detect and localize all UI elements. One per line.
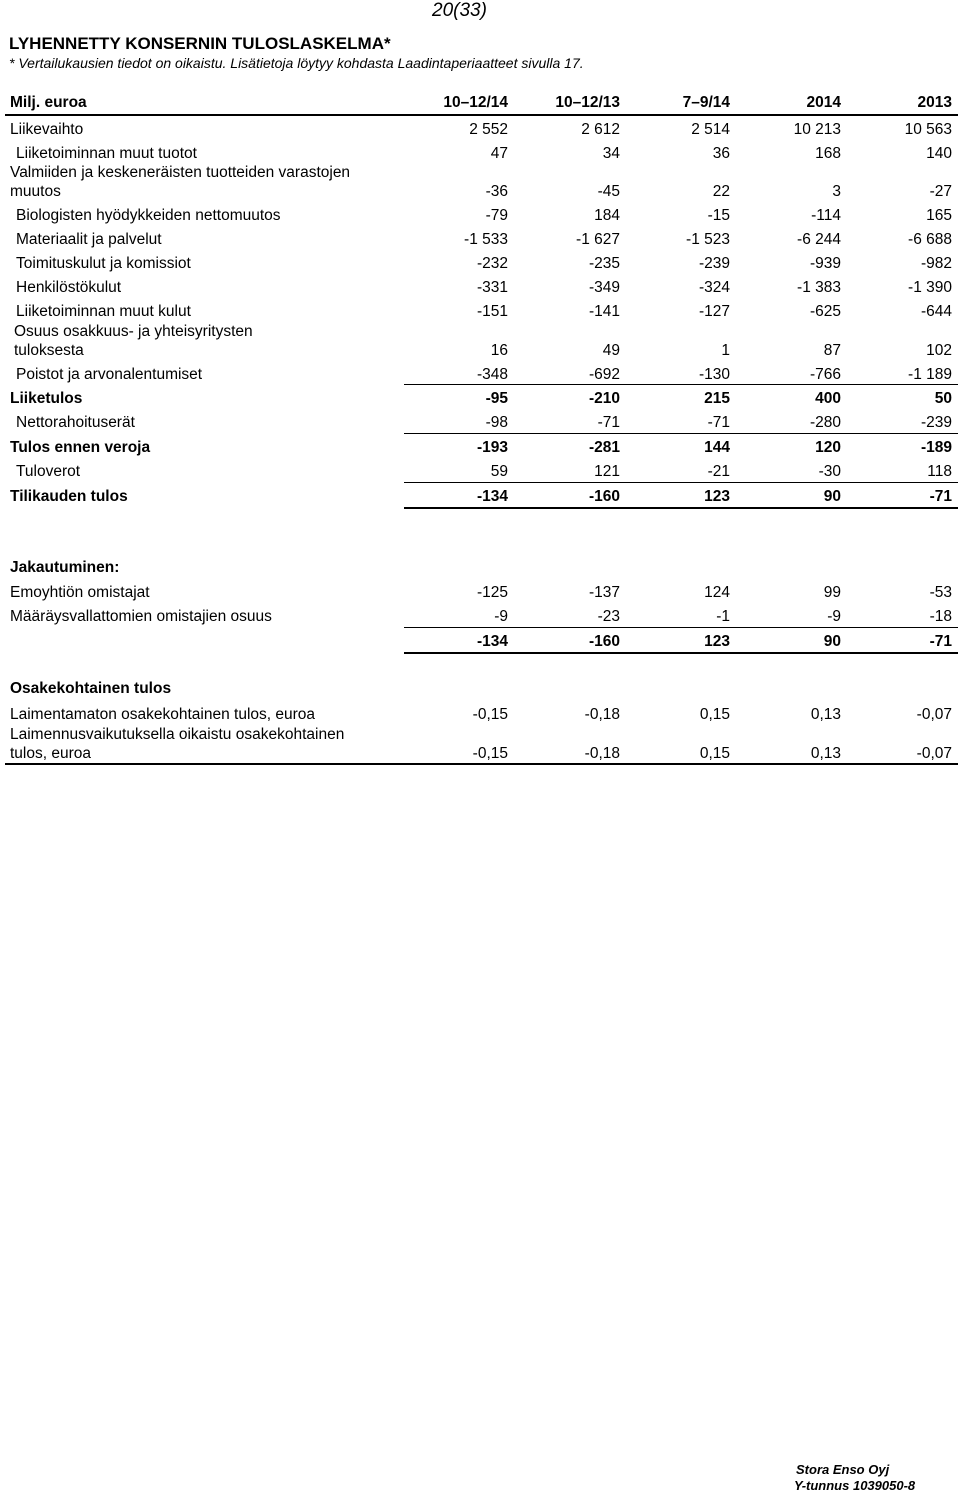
cell: -239 — [698, 255, 730, 272]
cell: -71 — [929, 633, 952, 650]
cell: -766 — [809, 366, 841, 383]
cell: -160 — [588, 488, 620, 505]
cell: 121 — [594, 463, 620, 480]
column-header: 2013 — [917, 94, 952, 111]
cell: 400 — [815, 390, 841, 407]
cell: 34 — [602, 145, 620, 162]
cell: 90 — [823, 633, 841, 650]
cell: -239 — [920, 414, 952, 431]
cell: -625 — [809, 303, 841, 320]
page-subtitle: * Vertailukausien tiedot on oikaistu. Lisätietoja löytyy kohdasta Laadintaperiaatteet sivulla 17. — [9, 55, 584, 71]
row-label: Liiketulos — [10, 390, 83, 407]
cell: 2 612 — [581, 121, 620, 138]
cell: -95 — [485, 390, 508, 407]
eps-title: Osakekohtainen tulos — [10, 680, 172, 697]
cell: -1 627 — [576, 231, 620, 248]
cell: 90 — [823, 488, 841, 505]
cell: -235 — [588, 255, 620, 272]
row-label-continued: muutos — [10, 183, 61, 200]
table-row — [0, 254, 960, 276]
cell: -15 — [707, 207, 730, 224]
cell: -331 — [476, 279, 508, 296]
cell: 2 514 — [691, 121, 730, 138]
row-label: Poistot ja arvonalentumiset — [16, 366, 203, 383]
cell: 87 — [823, 342, 841, 359]
row-label: Henkilöstökulut — [16, 279, 122, 296]
cell: -18 — [929, 608, 952, 625]
cell: -9 — [827, 608, 841, 625]
table-row — [0, 607, 960, 629]
cell: -125 — [476, 584, 508, 601]
row-label: Määräysvallattomien omistajien osuus — [10, 608, 272, 625]
row-label: Tilikauden tulos — [10, 488, 128, 505]
cell: -1 390 — [908, 279, 952, 296]
cell: 168 — [815, 145, 841, 162]
cell: -324 — [698, 279, 730, 296]
cell: 36 — [712, 145, 730, 162]
cell: -1 383 — [797, 279, 841, 296]
row-label: Laimennusvaikutuksella oikaistu osakekohtainen — [10, 726, 345, 743]
cell: -692 — [588, 366, 620, 383]
cell: -36 — [485, 183, 508, 200]
cell: -0,07 — [916, 745, 952, 762]
cell: -71 — [597, 414, 620, 431]
cell: 140 — [926, 145, 952, 162]
subtotal-rule — [404, 433, 958, 434]
table-row — [0, 278, 960, 300]
row-label: Liikevaihto — [10, 121, 84, 138]
cell: -45 — [597, 183, 620, 200]
table-row — [0, 389, 960, 411]
cell: -6 244 — [797, 231, 841, 248]
total-rule — [404, 652, 958, 654]
row-label-continued: tuloksesta — [14, 342, 84, 359]
unit-label: Milj. euroa — [10, 94, 87, 111]
cell: -114 — [811, 207, 841, 224]
cell: -939 — [809, 255, 841, 272]
cell: -130 — [698, 366, 730, 383]
cell: 0,15 — [699, 706, 730, 723]
table-row — [0, 302, 960, 324]
row-label: Emoyhtiön omistajat — [10, 584, 150, 601]
cell: -71 — [707, 414, 730, 431]
row-label: Osuus osakkuus- ja yhteisyritysten — [14, 323, 253, 340]
total-rule — [404, 507, 958, 509]
subtotal-rule — [404, 482, 958, 483]
cell: 144 — [704, 439, 730, 456]
cell: 0,15 — [699, 745, 730, 762]
table-row — [0, 230, 960, 252]
table-row — [0, 632, 960, 654]
cell: 1 — [721, 342, 730, 359]
page-title: LYHENNETTY KONSERNIN TULOSLASKELMA* — [9, 34, 391, 53]
column-header: 2014 — [806, 94, 841, 111]
cell: -1 523 — [686, 231, 730, 248]
table-row — [0, 206, 960, 228]
table-row — [0, 583, 960, 605]
cell: -193 — [476, 439, 508, 456]
cell: 123 — [704, 488, 730, 505]
cell: 16 — [490, 342, 508, 359]
cell: 0,13 — [810, 706, 841, 723]
cell: -280 — [809, 414, 841, 431]
cell: -1 — [716, 608, 730, 625]
row-label: Toimituskulut ja komissiot — [16, 255, 191, 272]
cell: 124 — [704, 584, 730, 601]
row-label: Materiaalit ja palvelut — [16, 231, 162, 248]
cell: -281 — [588, 439, 620, 456]
cell: 118 — [927, 463, 952, 480]
subtotal-rule — [404, 384, 958, 385]
cell: 47 — [490, 145, 508, 162]
row-label: Biologisten hyödykkeiden nettomuutos — [16, 207, 281, 224]
cell: -71 — [929, 488, 952, 505]
cell: -982 — [920, 255, 952, 272]
table-row — [0, 323, 960, 363]
table-row — [0, 120, 960, 142]
row-label: Laimentamaton osakekohtainen tulos, euroa — [10, 706, 316, 723]
distribution-title: Jakautuminen: — [10, 559, 120, 576]
row-label: Tuloverot — [16, 463, 81, 480]
cell: -1 189 — [908, 366, 952, 383]
cell: -79 — [485, 207, 508, 224]
cell: -1 533 — [464, 231, 508, 248]
cell: -6 688 — [908, 231, 952, 248]
cell: -134 — [476, 488, 508, 505]
cell: -348 — [476, 366, 508, 383]
footer-company: Stora Enso Oyj — [796, 1462, 890, 1477]
page-number: 20(33) — [432, 0, 487, 21]
cell: -134 — [476, 633, 508, 650]
cell: -53 — [929, 584, 952, 601]
cell: -160 — [588, 633, 620, 650]
cell: -0,15 — [472, 745, 508, 762]
column-header: 7–9/14 — [682, 94, 730, 111]
cell: -137 — [588, 584, 620, 601]
cell: -349 — [588, 279, 620, 296]
cell: 102 — [926, 342, 952, 359]
cell: -141 — [588, 303, 620, 320]
cell: 50 — [934, 390, 952, 407]
row-label: Liiketoiminnan muut kulut — [16, 303, 191, 320]
cell: 22 — [712, 183, 730, 200]
cell: 59 — [490, 463, 508, 480]
cell: -98 — [485, 414, 508, 431]
cell: 123 — [704, 633, 730, 650]
cell: -0,18 — [584, 706, 620, 723]
table-header — [0, 93, 960, 115]
cell: -23 — [597, 608, 620, 625]
cell: -0,15 — [472, 706, 508, 723]
cell: -27 — [929, 183, 952, 200]
row-label: Valmiiden ja keskeneräisten tuotteiden varastojen — [10, 164, 351, 181]
table-row — [0, 705, 960, 727]
header-rule — [5, 114, 958, 116]
cell: -0,07 — [916, 706, 952, 723]
row-label: Liiketoiminnan muut tuotot — [16, 145, 197, 162]
cell: 120 — [815, 439, 841, 456]
cell: 184 — [594, 207, 620, 224]
cell: 10 213 — [793, 121, 841, 138]
cell: 2 552 — [469, 121, 508, 138]
cell: -644 — [920, 303, 952, 320]
cell: 49 — [602, 342, 620, 359]
table-bottom-rule — [5, 763, 958, 765]
row-label: Tulos ennen veroja — [10, 439, 151, 456]
footer-business-id: Y-tunnus 1039050-8 — [794, 1478, 916, 1493]
cell: -127 — [698, 303, 730, 320]
cell: -151 — [476, 303, 508, 320]
table-row — [0, 487, 960, 509]
cell: -232 — [476, 255, 508, 272]
cell: 165 — [926, 207, 952, 224]
cell: -189 — [920, 439, 952, 456]
subtotal-rule — [404, 627, 958, 628]
cell: 99 — [823, 584, 841, 601]
table-row — [0, 438, 960, 460]
table-row — [0, 413, 960, 435]
cell: 3 — [832, 183, 841, 200]
cell: -9 — [494, 608, 508, 625]
cell: -210 — [588, 390, 620, 407]
row-label-continued: tulos, euroa — [10, 745, 91, 762]
table-row — [0, 462, 960, 484]
column-header: 10–12/13 — [555, 94, 620, 111]
cell: -21 — [707, 463, 730, 480]
cell: 10 563 — [904, 121, 952, 138]
column-header: 10–12/14 — [443, 94, 508, 111]
row-label: Nettorahoituserät — [16, 414, 135, 431]
table-row — [0, 164, 960, 204]
cell: -30 — [818, 463, 841, 480]
cell: 215 — [704, 390, 730, 407]
cell: -0,18 — [584, 745, 620, 762]
cell: 0,13 — [810, 745, 841, 762]
